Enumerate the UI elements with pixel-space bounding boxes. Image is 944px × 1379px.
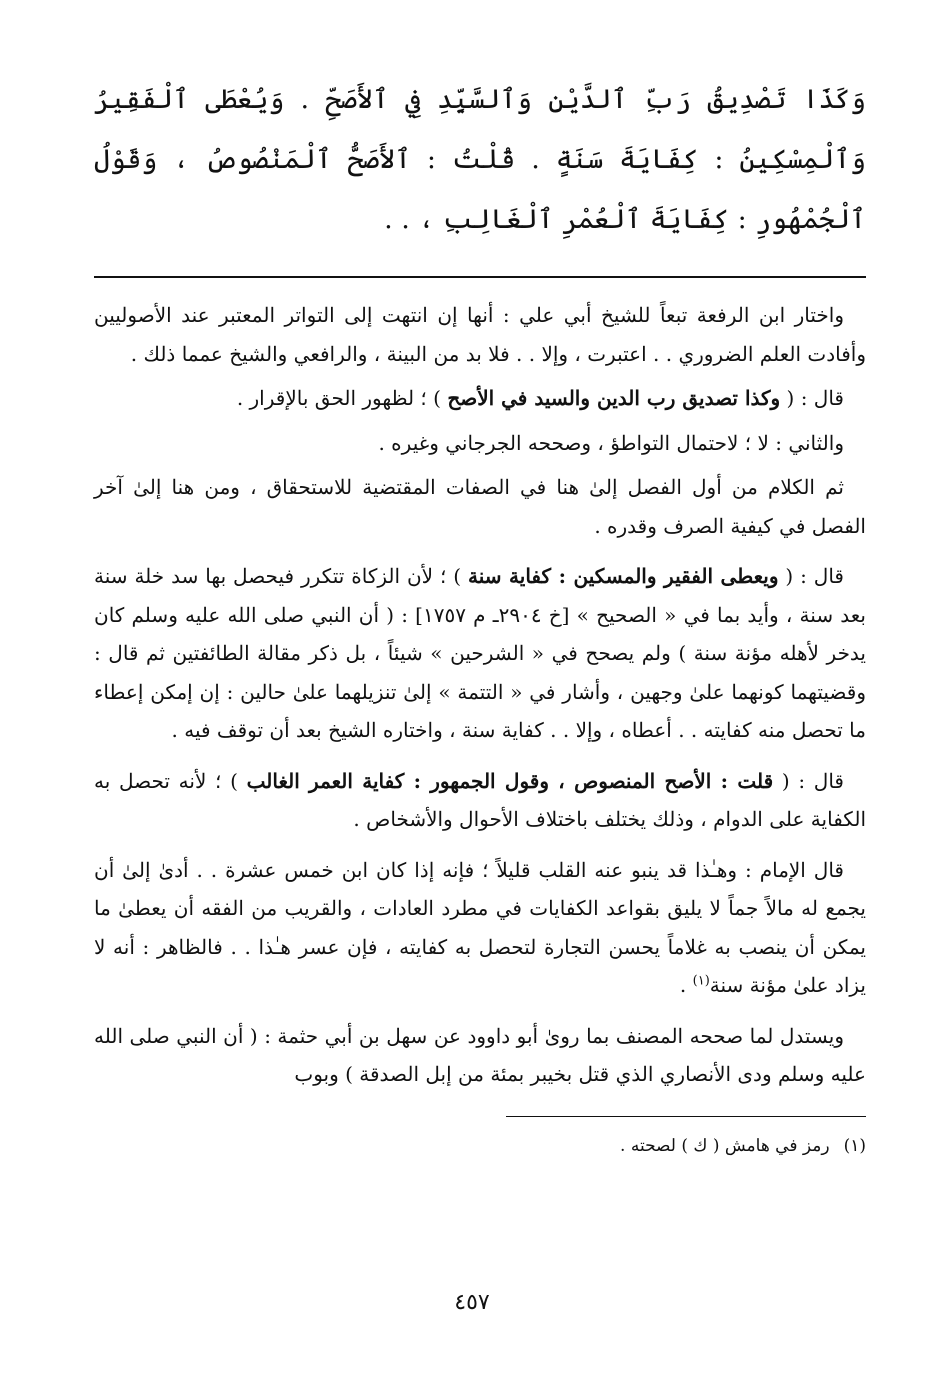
paragraph [94,762,866,839]
paragraph [94,379,866,418]
paragraph-text: واختار ابن الرفعة تبعاً للشيخ أبي علي : أنها إن انتهت إلى التواتر المعتبر عند الأصوليين وأفادت العلم الضروري . . اعتبرت ، وإلا . . فلا بد من البينة ، والرافعي والشيخ عمما ذلك . [94,303,866,366]
page-number: ٤٥٧ [454,1290,490,1315]
footnote-divider [506,1116,866,1117]
matn-quote: ويعطى الفقير والمسكين : كفاية سنة [467,564,779,588]
paragraph [94,296,866,373]
paragraph [94,557,866,750]
paragraph [94,424,866,463]
paragraph-text: قال الإمام : وهـٰذا قد ينبو عنه القلب قليلاً ؛ فإنه إذا كان ابن خمس عشرة . . أدىٰ إلىٰ أن يجمع له مالاً جماً لا يليق بقواعد الكفايات في مطرد العادات ، والقريب من الفقه أن يعطىٰ ما يمكن أن ينصب به غلاماً يحسن التجارة لتحصل به كفايته ، فإن عسر هـٰذا . . فالظاهر : أنه لا يزاد علىٰ مؤنة سنة [94,857,866,997]
matn-divider [94,276,866,278]
paragraph-text: . [679,973,693,997]
paragraph-text: ) ؛ لأن الزكاة تتكرر فيحصل بها سد خلة سنة بعد سنة ، وأيد بما في « الصحيح » [خ ٢٩٠٤ـ م ١٧٥٧] : ( أن النبي صلى الله عليه وسلم كان يدخر لأهله مؤنة سنة ) ولم يصحح في « الشرحين » شيئاً ، بل ذكر مقالة الطائفتين ثم قال : وقضيتهما كونهما علىٰ وجهين ، وأشار في « التتمة » إلىٰ تنزيلهما علىٰ حالين : إن إمكن إعطاء ما تحصل منه كفايته . . أعطاه ، وإلا . . كفاية سنة ، واختاره الشيخ بعد أن توقف فيه . [94,564,866,742]
paragraph-text: ) ؛ لأنه تحصل به الكفاية على الدوام ، وذلك يختلف باختلاف الأحوال والأشخاص . [94,768,866,831]
matn-quote: وكذا تصديق رب الدين والسيد في الأصح [447,386,781,410]
paragraph-text: قال : ( [780,386,844,410]
footnote-number: (١) [843,1135,866,1156]
footnote-marker: (١) [692,973,710,989]
paragraph-text: قال : ( [778,564,844,588]
paragraph-text: قال : ( [773,768,844,793]
paragraph [94,851,866,1005]
matn-text: وَكَذَا تَصْدِيقُ رَبِّ ٱلدَّيْنِ وَٱلسَّيِّدِ فِي ٱلأَصَحِّ . وَيُعْطَى ٱلْفَقِيرُ وَٱلْمِسْكِينُ : كِفَايَةَ سَنَةٍ . قُلْتُ : ٱلأَصَحُّ ٱلْمَنْصُوصُ ، وَقَوْلُ ٱلْجُمْهُورِ : كِفَايَةَ ٱلْعُمْرِ ٱلْغَالِبِ ، . . [94,84,866,235]
paragraph-text: والثاني : لا ؛ لاحتمال التواطؤ ، وصححه الجرجاني وغيره . [378,430,844,455]
paragraph [94,1017,866,1094]
footnote [94,1131,866,1161]
matn-quote: قلت : الأصح المنصوص ، وقول الجمهور : كفاية العمر الغالب [246,768,774,793]
commentary [94,296,866,1094]
paragraph-text: ) ؛ لظهور الحق بالإقرار . [236,386,448,410]
paragraph-text: ثم الكلام من أول الفصل إلىٰ هنا في الصفات المقتضية للاستحقاق ، ومن هنا إلىٰ آخر الفصل في كيفية الصرف وقدره . [94,475,866,538]
paragraph-text: ويستدل لما صححه المصنف بما روىٰ أبو داوود عن سهل بن أبي حثمة : ( أن النبي صلى الله عليه وسلم ودى الأنصاري الذي قتل بخيبر بمئة من إبل الصدقة ) وبوب [94,1023,866,1086]
paragraph [94,468,866,545]
footnote-text: رمز في هامش ( ك ) لصحته . [620,1135,830,1156]
